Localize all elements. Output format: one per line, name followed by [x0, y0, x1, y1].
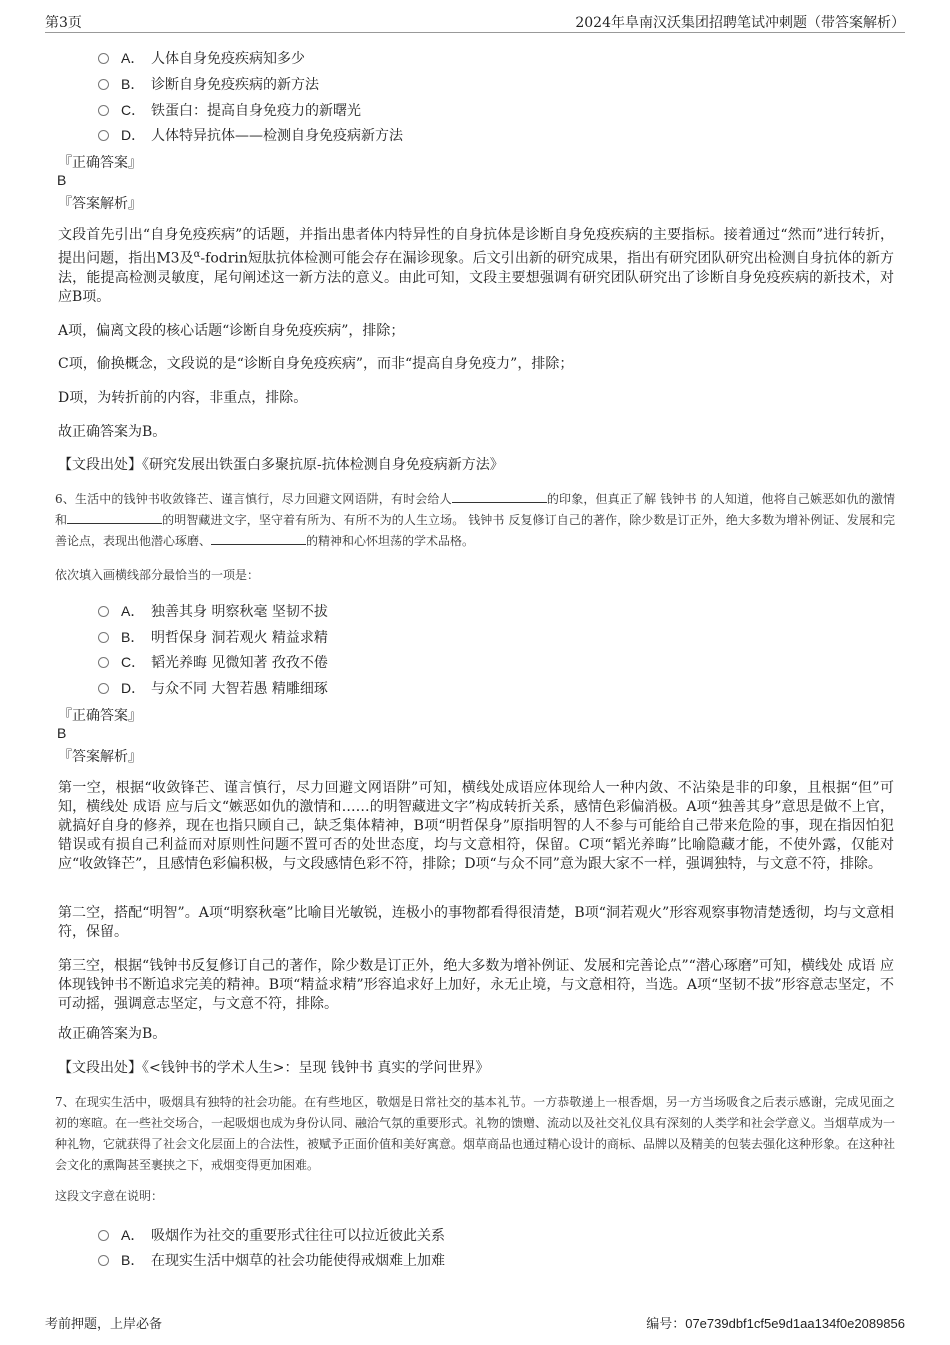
q5-note-d: D项，为转折前的内容，非重点，排除。: [58, 390, 308, 406]
analysis-label: 『答案解析』: [58, 196, 142, 212]
q6-analysis-1: 第一空，根据“收敛锋芒、谨言慎行，尽力回避文网语阱”可知，横线处成语应体现给人一种内敛、不沾染是非的印象，且根据“但”可知，横线处 成语 应与后文“嫉恶如仇的激情和……的明智藏进文字”构成转折关系，感情色彩偏消极。A项“独善其身”意思是做不上官，就搞好自身的修养，现在也指只顾自己，缺乏集体精神，B项“明哲保身”原指明智的人不参与可能给自己带来危险的事，现在指因怕犯错误或有损自己利益而对原则性问题不置可否的处世态度，均与文意相符，保留。C项“韬光养晦”比喻隐藏才能，不使外露，仅能对应“收敛锋芒”，且感情色彩偏积极，与文段感情色彩不符，排除；D项“与众不同”意为跟大家不一样，强调独特，与文意不符，排除。: [58, 780, 894, 872]
q7-option-a[interactable]: A． 吸烟作为社交的重要形式往往可以拉近彼此关系: [98, 1225, 445, 1245]
correct-answer: B: [57, 172, 67, 188]
q6-stem: 6、生活中的钱钟书收敛锋芒、谨言慎行，尽力回避文网语阱，有时会给人 的印象，但真正了解 钱钟书 的人知道，他将自己嫉恶如仇的激情和 的明智藏进文字，坚守着有所为、有所不为的人生立场。 钱钟书 反复修订自己的著作，除少数是订正外，绝大多数为增补例证、发展和完善论点，表现出他潜心琢磨、 的精神和心怀坦荡的学术品格。: [55, 492, 895, 548]
q6-prompt: 依次填入画横线部分最恰当的一项是：: [55, 568, 260, 582]
q6-analysis-3: 第三空，根据“钱钟书反复修订自己的著作，除少数是订正外，绝大多数为增补例证、发展和完善论点”“潜心琢磨”可知，横线处 成语 应体现钱钟书不断追求完美的精神。B项“精益求精”形容追求好上加好，永无止境，与文意相符，当选。A项“坚韧不拔”形容意志坚定，不可动摇，强调意志坚定，与文意不符，排除。: [58, 958, 894, 1012]
q5-note-c: C项，偷换概念，文段说的是“诊断自身免疫疾病”，而非“提高自身免疫力”，排除；: [58, 356, 574, 372]
q6-option-d[interactable]: D． 与众不同 大智若愚 精雕细琢: [98, 678, 328, 698]
radio-icon[interactable]: [98, 130, 109, 141]
q6-option-a[interactable]: A． 独善其身 明察秋毫 坚韧不拔: [98, 601, 328, 621]
q5-analysis: 文段首先引出“自身免疫疾病”的话题，并指出患者体内特异性的自身抗体是诊断自身免疫疾病的主要指标。接着通过“然而”进行转折，提出问题，指出M3及$^\alpha$-fodrin短肽抗体检测可能会存在漏诊现象。后文引出新的研究成果，指出有研究团队研究出检测自身抗体的新方法，能提高检测灵敏度，尾句阐述这一新方法的意义。由此可知，文段主要想强调有研究团队研究出了诊断自身免疫疾病的新技术，对应B项。: [58, 227, 894, 305]
q6-conclusion: 故正确答案为B。: [58, 1026, 167, 1042]
q5-note-a: A项，偏离文段的核心话题“诊断自身免疫疾病”，排除；: [58, 323, 405, 339]
q6-option-b[interactable]: B． 明哲保身 洞若观火 精益求精: [98, 627, 328, 647]
correct-answer-label: 『正确答案』: [58, 708, 142, 724]
page-header: [45, 10, 905, 33]
q6-option-c[interactable]: C． 韬光养晦 见微知著 孜孜不倦: [98, 652, 328, 672]
blank-3: [211, 532, 306, 545]
radio-icon[interactable]: [98, 1230, 109, 1241]
radio-icon[interactable]: [98, 1255, 109, 1266]
radio-icon[interactable]: [98, 632, 109, 643]
footer-slogan: 考前押题，上岸必备: [45, 1317, 163, 1332]
radio-icon[interactable]: [98, 53, 109, 64]
q5-conclusion: 故正确答案为B。: [58, 424, 167, 440]
q7-prompt: 这段文字意在说明：: [55, 1189, 164, 1203]
page-number: 第3页: [45, 15, 82, 31]
radio-icon[interactable]: [98, 606, 109, 617]
blank-1: [452, 490, 547, 503]
q6-source: 【文段出处】《<钱钟书的学术人生>：呈现 钱钟书 真实的学问世界》: [58, 1060, 490, 1076]
blank-2: [67, 511, 162, 524]
document-id: 编号：07e739dbf1cf5e9d1aa134f0e2089856: [646, 1316, 905, 1331]
q5-source: 【文段出处】《研究发展出铁蛋白多聚抗原-抗体检测自身免疫病新方法》: [58, 457, 504, 473]
radio-icon[interactable]: [98, 657, 109, 668]
q5-option-b[interactable]: B． 诊断自身免疫疾病的新方法: [98, 74, 319, 94]
q6-analysis-2: 第二空，搭配“明智”。A项“明察秋毫”比喻目光敏锐，连极小的事物都看得很清楚，B项“洞若观火”形容观察事物清楚透彻，均与文意相符，保留。: [58, 905, 894, 940]
q5-option-d[interactable]: D． 人体特异抗体——检测自身免疫病新方法: [98, 125, 403, 145]
radio-icon[interactable]: [98, 105, 109, 116]
document-title: 2024年阜南汉沃集团招聘笔试冲刺题（带答案解析）: [575, 15, 905, 31]
q5-option-a[interactable]: A． 人体自身免疫疾病知多少: [98, 48, 305, 68]
q7-option-b[interactable]: B． 在现实生活中烟草的社会功能使得戒烟难上加难: [98, 1250, 445, 1270]
q5-option-c[interactable]: C． 铁蛋白：提高自身免疫力的新曙光: [98, 100, 361, 120]
q7-stem: 7、在现实生活中，吸烟具有独特的社会功能。在有些地区，敬烟是日常社交的基本礼节。一方恭敬递上一根香烟，另一方当场吸食之后表示感谢，完成见面之初的寒暄。在一些社交场合，一起吸烟也成为身份认同、融洽气氛的重要形式。礼物的馈赠、流动以及社交礼仪具有深刻的人类学和社会学意义。当烟草成为一种礼物，它就获得了社会文化层面上的合法性，被赋予正面价值和美好寓意。烟草商品也通过精心设计的商标、品牌以及精美的包装去强化这种形象。在这种社会文化的熏陶甚至裹挟之下，戒烟变得更加困难。: [55, 1095, 896, 1172]
correct-answer: B: [57, 725, 67, 741]
analysis-label: 『答案解析』: [58, 749, 142, 765]
radio-icon[interactable]: [98, 683, 109, 694]
correct-answer-label: 『正确答案』: [58, 155, 142, 171]
radio-icon[interactable]: [98, 79, 109, 90]
